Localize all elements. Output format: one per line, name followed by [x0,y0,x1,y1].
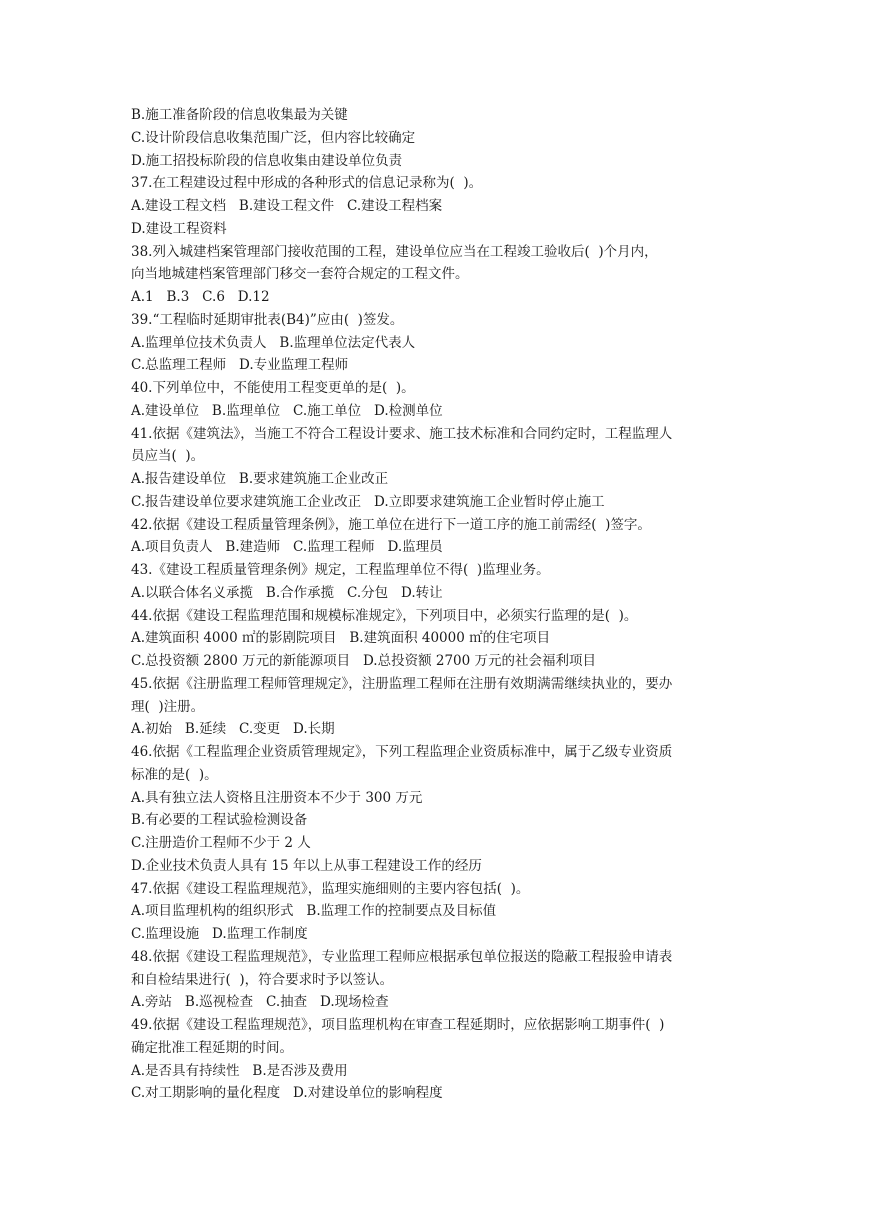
document-page [131,104,751,1105]
options-line: C.总投资额 2800 万元的新能源项目 D.总投资额 2700 万元的社会福利项目 [131,653,597,669]
question-41-cont: 员应当( )。 [131,448,205,465]
options-line: D.建设工程资料 [131,220,227,237]
text-line: B.施工准备阶段的信息收集最为关键 [131,107,348,123]
options-line: A.1 B.3 C.6 D.12 [131,289,270,305]
options-line: B.有必要的工程试验检测设备 [131,812,308,829]
options-line: C.报告建设单位要求建筑施工企业改正 D.立即要求建筑施工企业暂时停止施工 [131,493,605,510]
options-line: C.对工期影响的量化程度 D.对建设单位的影响程度 [131,1085,443,1102]
options-line: A.监理单位技术负责人 B.监理单位法定代表人 [131,334,416,351]
question-45-cont: 理( )注册。 [131,698,205,715]
question-47: 47.依据《建设工程监理规范》，监理实施细则的主要内容包括( )。 [131,880,530,897]
question-48: 48.依据《建设工程监理规范》，专业监理工程师应根据承包单位报送的隐蔽工程报验申请表 [131,948,673,965]
question-38: 38.列入城建档案管理部门接收范围的工程，建设单位应当在工程竣工验收后( )个月内， [131,243,658,260]
options-line: A.建设工程文档 B.建设工程文件 C.建设工程档案 [131,198,443,214]
options-line: C.监理设施 D.监理工作制度 [131,926,308,942]
options-line: A.建设单位 B.监理单位 C.施工单位 D.检测单位 [131,402,443,419]
question-39: 39.“工程临时延期审批表(B4)”应由( )签发。 [131,311,404,328]
question-43: 43.《建设工程质量管理条例》规定，工程监理单位不得( )监理业务。 [131,562,550,578]
options-line: A.项目监理机构的组织形式 B.监理工作的控制要点及目标值 [131,903,497,920]
options-line: A.具有独立法人资格且注册资本不少于 300 万元 [131,789,423,806]
question-45: 45.依据《注册监理工程师管理规定》，注册监理工程师在注册有效期满需继续执业的，要办 [131,675,673,692]
options-line: D.企业技术负责人具有 15 年以上从事工程建设工作的经历 [131,857,482,874]
options-line: A.初始 B.延续 C.变更 D.长期 [131,721,335,738]
options-line: A.建筑面积 4000 ㎡的影剧院项目 B.建筑面积 40000 ㎡的住宅项目 [131,630,551,647]
options-line: A.项目负责人 B.建造师 C.监理工程师 D.监理员 [131,539,443,556]
question-49-cont: 确定批准工程延期的时间。 [131,1039,293,1056]
options-line: C.总监理工程师 D.专业监理工程师 [131,357,349,374]
text-line: C.设计阶段信息收集范围广泛，但内容比较确定 [131,129,416,146]
question-38-cont: 向当地城建档案管理部门移交一套符合规定的工程文件。 [131,266,469,283]
options-line: C.注册造价工程师不少于 2 人 [131,835,311,851]
options-line: A.是否具有持续性 B.是否涉及费用 [131,1062,348,1079]
options-line: A.旁站 B.巡视检查 C.抽查 D.现场检查 [131,994,389,1011]
question-46: 46.依据《工程监理企业资质管理规定》，下列工程监理企业资质标准中，属于乙级专业资质 [131,744,673,760]
options-line: A.以联合体名义承揽 B.合作承揽 C.分包 D.转让 [131,584,443,601]
question-49: 49.依据《建设工程监理规范》，项目监理机构在审查工程延期时，应依据影响工期事件( ) [131,1017,665,1033]
question-37: 37.在工程建设过程中形成的各种形式的信息记录称为( )。 [131,175,483,192]
question-40: 40.下列单位中，不能使用工程变更单的是( )。 [131,380,415,396]
question-42: 42.依据《建设工程质量管理条例》，施工单位在进行下一道工序的施工前需经( )签字。 [131,516,651,533]
question-41: 41.依据《建筑法》，当施工不符合工程设计要求、施工技术标准和合同约定时，工程监理人 [131,425,673,442]
text-line: D.施工招投标阶段的信息收集由建设单位负责 [131,152,403,169]
question-48-cont: 和自检结果进行( )，符合要求时予以签认。 [131,971,394,988]
question-46-cont: 标准的是( )。 [131,766,218,783]
options-line: A.报告建设单位 B.要求建筑施工企业改正 [131,471,389,487]
question-44: 44.依据《建设工程监理范围和规模标准规定》，下列项目中，必须实行监理的是( )。 [131,607,638,624]
